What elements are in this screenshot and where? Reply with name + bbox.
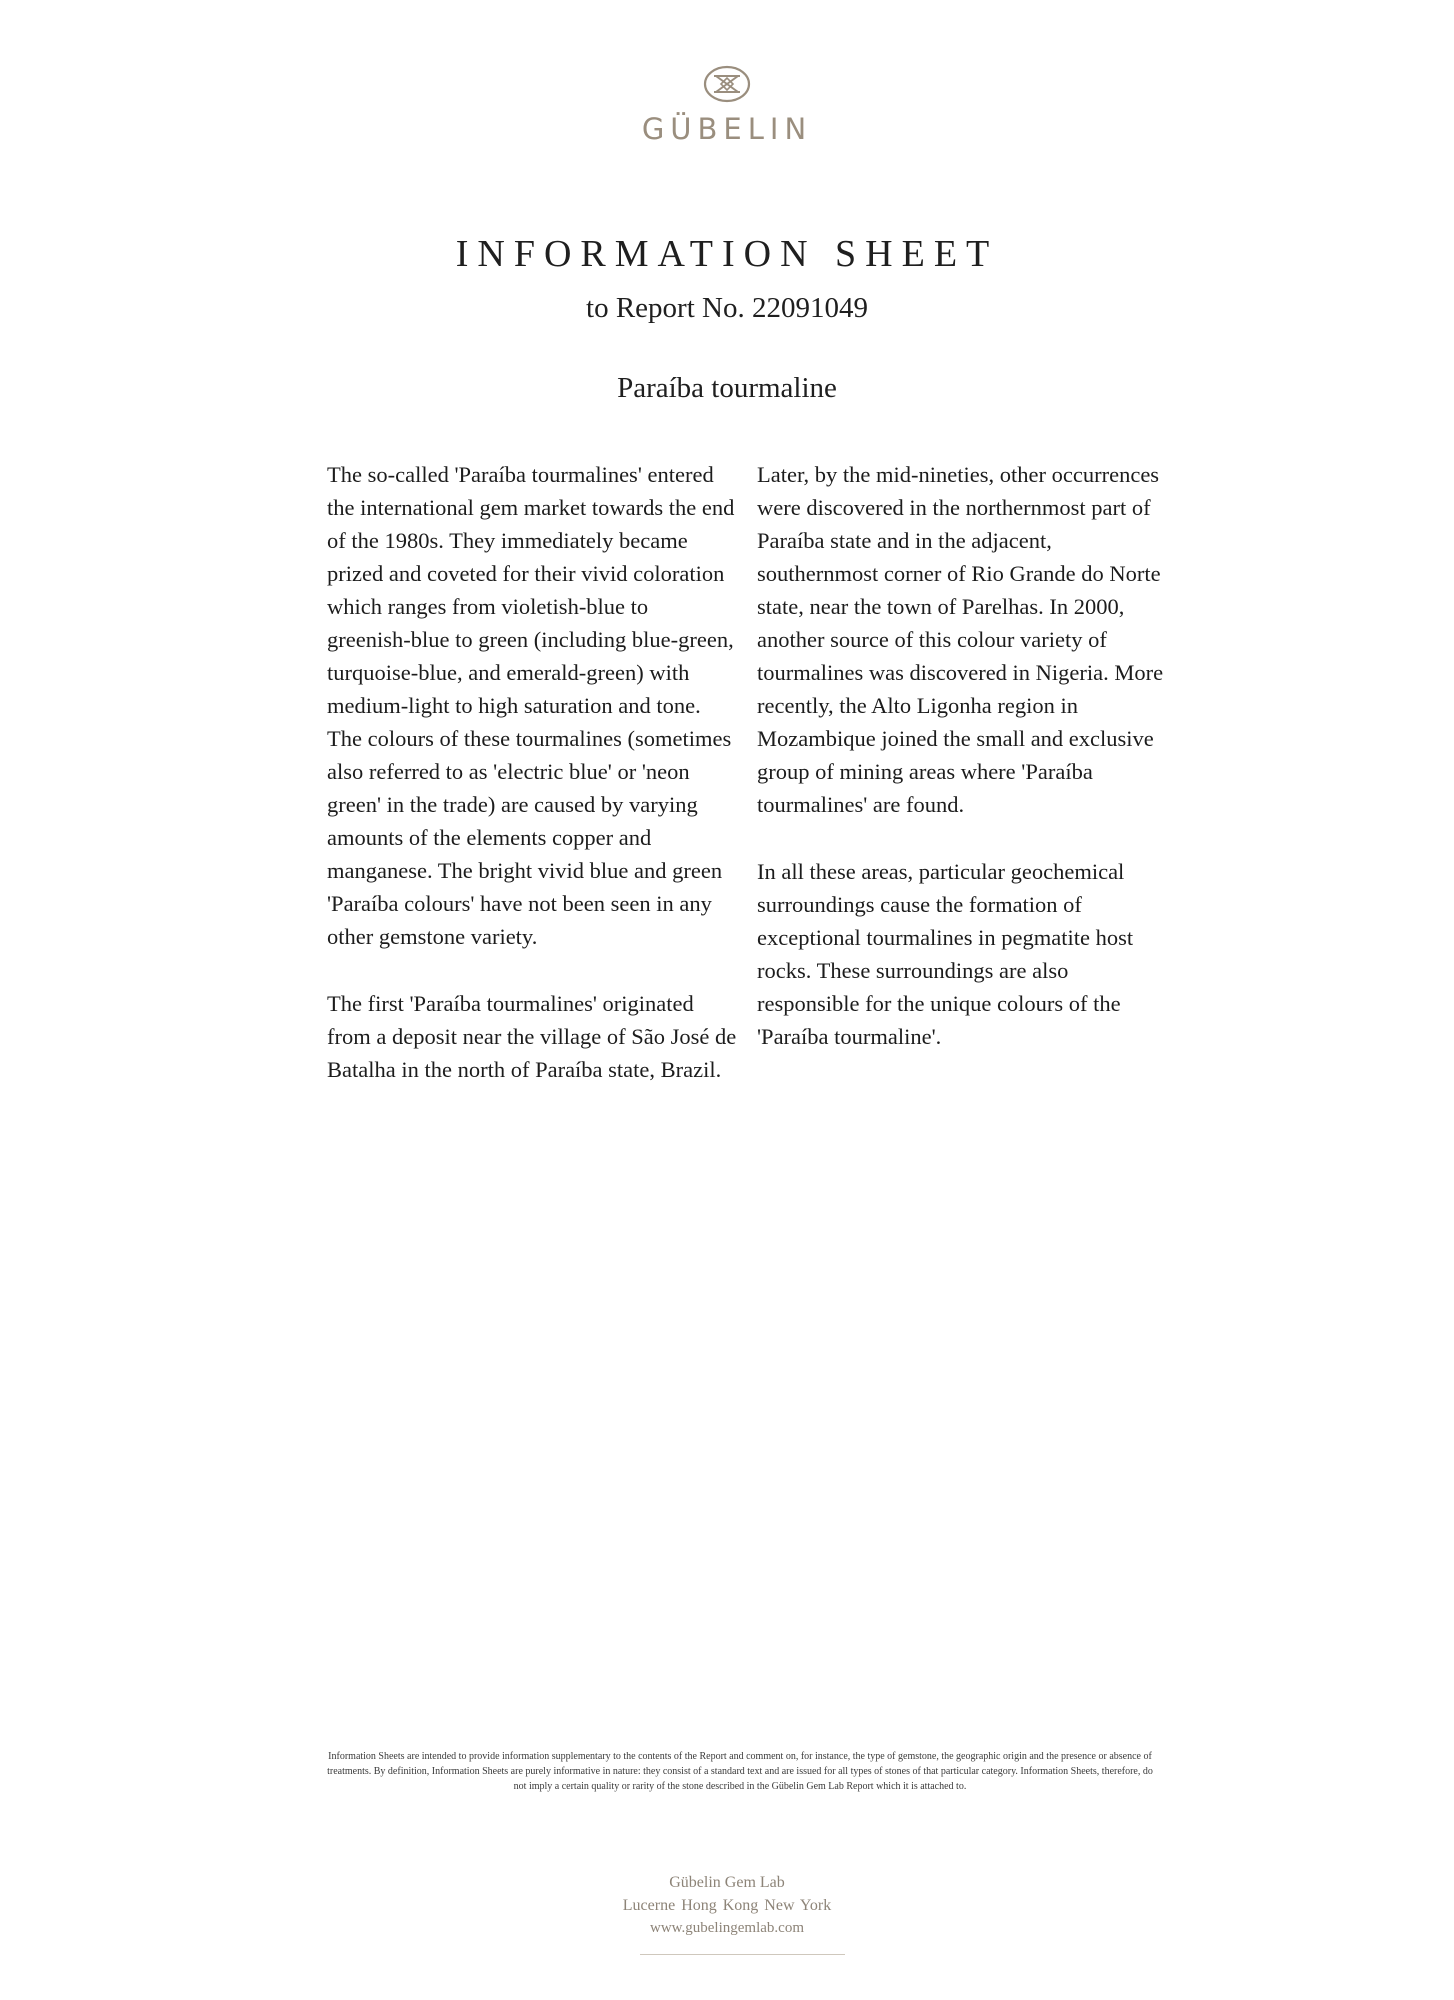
- paragraph: The so-called 'Paraíba tourmalines' entered the international gem market towards the end of the 1980s. They immediately became prized and coveted for their vivid coloration which ranges from violetish-blue to greenish-blue to green (including blue-green, turquoise-blue, and emerald-green) with medium-light to high saturation and tone. The colours of these tourmalines (sometimes also referred to as 'electric blue' or 'neon green' in the trade) are caused by varying amounts of the elements copper and manganese. The bright vivid blue and green 'Paraíba colours' have not been seen in any other gemstone variety.: [327, 462, 735, 949]
- paragraph: In all these areas, particular geochemical surroundings cause the formation of exceptional tourmalines in pegmatite host rocks. These surroundings are also responsible for the unique colours of the 'Paraíba tourmaline'.: [757, 859, 1134, 1049]
- paragraph: Later, by the mid-nineties, other occurrences were discovered in the northernmost part of Paraíba state and in the adjacent, southernmost corner of Rio Grande do Norte state, near the town of Parelhas. In 2000, another source of this colour variety of tourmalines was discovered in Nigeria. More recently, the Alto Ligonha region in Mozambique joined the small and exclusive group of mining areas where 'Paraíba tourmalines' are found.: [757, 462, 1164, 817]
- left-column: [327, 458, 737, 1120]
- paragraph: The first 'Paraíba tourmalines' originated from a deposit near the village of São José de Batalha in the north of Paraíba state, Brazil.: [327, 991, 737, 1082]
- brand-logo: [0, 64, 1454, 146]
- gem-subject: Paraíba tourmaline: [617, 372, 837, 404]
- page-title: INFORMATION SHEET: [455, 233, 999, 275]
- gubelin-emblem-icon: [702, 64, 752, 104]
- brand-wordmark: GÜBELIN: [641, 112, 813, 146]
- footer-lab-name: Gübelin Gem Lab: [669, 1874, 785, 1891]
- footer-cities: Lucerne Hong Kong New York: [622, 1897, 832, 1914]
- footer-divider: [640, 1954, 845, 1955]
- disclaimer-text: Information Sheets are intended to provide information supplementary to the contents of the Report and comment on, for instance, the type of gemstone, the geographic origin and the presence or absence of treatments. By definition, Information Sheets are purely informative in nature: they consist of a standard text and are issued for all types of stones of that particular category. Information Sheets, therefore, do not imply a certain quality or rarity of the stone described in the Gübelin Gem Lab Report which it is attached to.: [327, 1751, 1153, 1792]
- right-column: [757, 458, 1167, 1087]
- report-number: to Report No. 22091049: [586, 292, 868, 324]
- footer-website-link[interactable]: www.gubelingemlab.com: [650, 1920, 804, 1936]
